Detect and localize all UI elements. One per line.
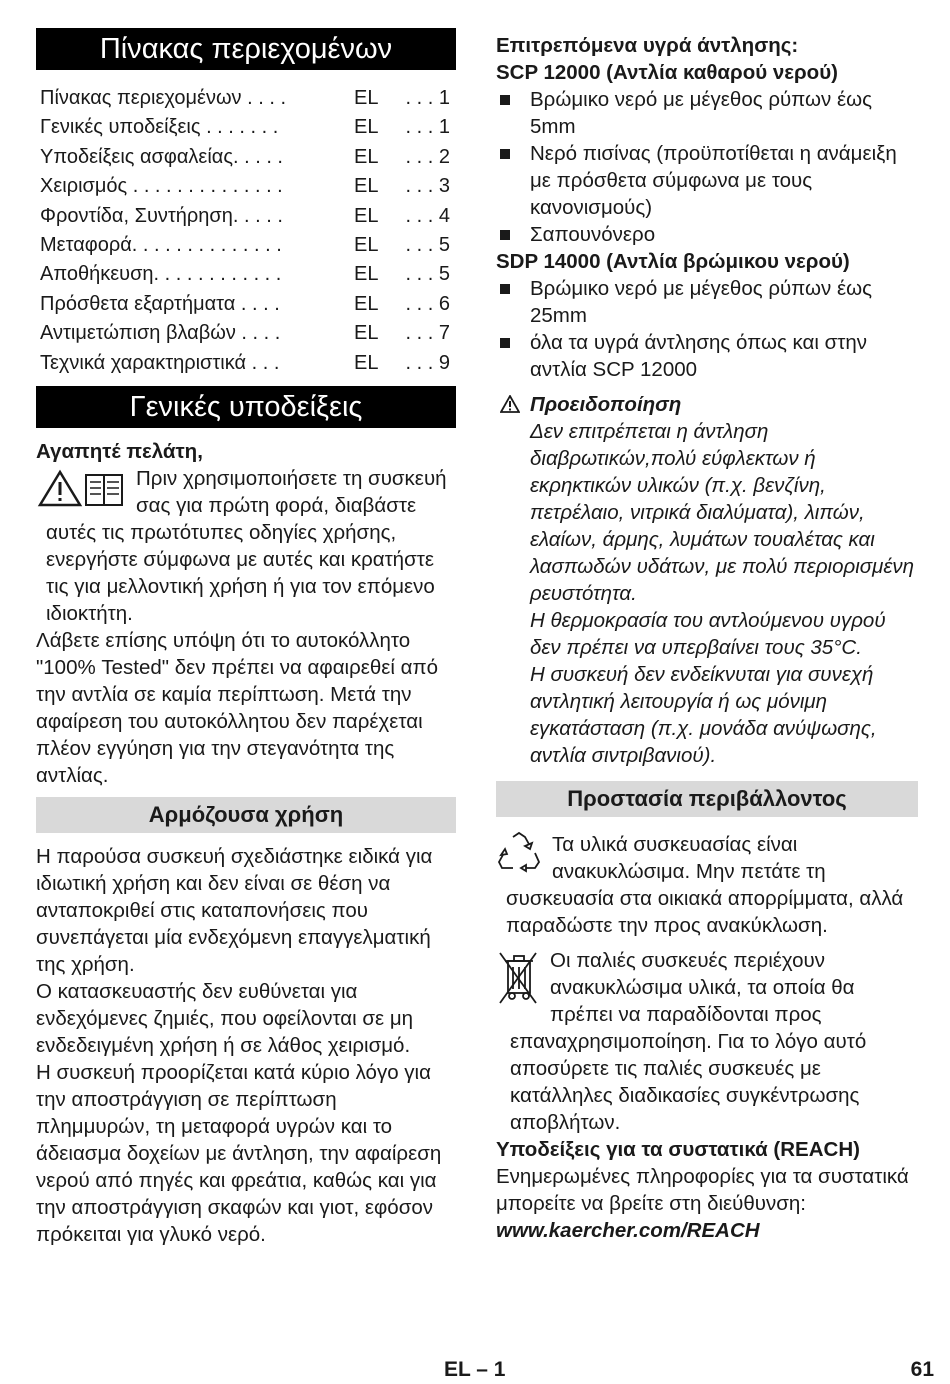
toc-item[interactable] — [36, 260, 456, 289]
reach-link[interactable]: www.kaercher.com/REACH — [496, 1219, 760, 1242]
toc-item-page: . . . 3 — [405, 175, 450, 198]
bullet-text: Σαπουνόνερο — [530, 223, 656, 246]
bullet-square-icon — [500, 284, 510, 294]
bullet-text: Βρώμικο νερό με μέγεθος ρύπων έως 5mm — [530, 88, 873, 138]
proper-use-p1: Η παρούσα συσκευή σχεδιάστηκε ειδικά για ιδιωτική χρήση και δεν είναι σε θέση να ανταποκριθεί στις καταπονήσεις που συνεπάγεται μία ενδεχόμενη επαγγελματική της χρήση. — [36, 844, 433, 976]
toc-item-page: . . . 7 — [405, 322, 450, 345]
proper-use-p3: Η συσκευή προορίζεται κατά κύριο λόγο για την αποστράγγιση σε περίπτωση πλημμυρών, τη μεταφορά υγρών και το άδειασμα δοχείων με άντληση, την αφαίρεση νερού από πηγές και φρεάτια, καθώς και για την αποστράγγιση σκαφών και γιοτ, εφόσον πρόκειται για γλυκό νερό. — [36, 1060, 442, 1246]
bullet-item — [496, 140, 918, 221]
toc-item-lang: EL — [354, 116, 379, 139]
bullet-text: Νερό πισίνας (προϋποτίθεται η ανάμειξη με πρόσθετα σύμφωνα με τους κανονισμούς) — [530, 142, 897, 219]
toc-item-label: Φροντίδα, Συντήρηση. . . . . — [40, 204, 283, 227]
toc-item-label: Χειρισμός . . . . . . . . . . . . . . — [40, 175, 283, 198]
reach-text: Ενημερωμένες πληροφορίες για τα συστατικά μπορείτε να βρείτε στη διεύθυνση: — [496, 1165, 909, 1215]
intro-text: Πριν χρησιμοποιήσετε τη συσκευή σας για πρώτη φορά, διαβάστε αυτές τις πρωτότυπες οδηγίες χρήσης, ενεργήστε σύμφωνα με αυτές και κρατήστε τις για μελλοντική χρήση ή για τον επόμενο ιδιοκτήτη. — [46, 466, 447, 625]
toc-item-lang: EL — [354, 145, 379, 168]
warning-temp: Η θερμοκρασία του αντλούμενου υγρού δεν πρέπει να υπερβαίνει τους 35°C. — [530, 609, 886, 659]
bullet-square-icon — [500, 338, 510, 348]
bullet-square-icon — [500, 230, 510, 240]
toc-item[interactable] — [36, 231, 456, 260]
crossed-bin-icon — [496, 949, 540, 1007]
bullet-item — [496, 86, 918, 140]
bullet-square-icon — [500, 95, 510, 105]
bullet-text: Βρώμικο νερό με μέγεθος ρύπων έως 25mm — [530, 277, 873, 327]
sticker-text: Λάβετε επίσης υπόψη ότι το αυτοκόλλητο "100% Tested" δεν πρέπει να αφαιρεθεί από την αντλία σε καμία περίπτωση. Μετά την αφαίρεση του αυτοκόλλητου δεν παρέχεται πλέον εγγύηση για την στεγανότητα της αντλίας. — [36, 628, 439, 787]
toc-item-label: Πρόσθετα εξαρτήματα . . . . — [40, 292, 280, 315]
toc-item-page: . . . 4 — [405, 204, 450, 227]
toc-item-page: . . . 6 — [405, 292, 450, 315]
greeting: Αγαπητέ πελάτη, — [36, 439, 203, 463]
right-column — [496, 32, 918, 1244]
sdp-list — [496, 275, 918, 383]
proper-use-heading: Αρμόζουσα χρήση — [36, 797, 456, 833]
toc-item[interactable] — [36, 84, 456, 113]
toc-item-page: . . . 5 — [405, 233, 450, 256]
toc-item-page: . . . 1 — [405, 116, 450, 139]
warning-triangle-icon — [36, 469, 126, 509]
toc-item-page: . . . 2 — [405, 145, 450, 168]
left-column — [36, 28, 456, 1248]
warning-title: Προειδοποίηση — [530, 393, 682, 416]
toc-item-label: Γενικές υποδείξεις . . . . . . . — [40, 116, 279, 139]
warning-title-row — [496, 391, 918, 418]
toc-item-label: Τεχνικά χαρακτηριστικά . . . — [40, 351, 280, 374]
liquids-heading: Επιτρεπόμενα υγρά άντλησης: — [496, 34, 799, 57]
packaging-block — [496, 831, 918, 939]
toc-item-lang: EL — [354, 87, 379, 109]
toc-item-lang: EL — [354, 204, 379, 227]
warning-continuous: Η συσκευή δεν ενδείκνυται για συνεχή αντλητική λειτουργία ή ως μόνιμη εγκατάσταση (π.χ. μονάδα ανύψωσης, αντλία σιντριβανιού). — [530, 663, 877, 767]
toc-item-lang: EL — [354, 351, 379, 374]
toc-item-label: Αντιμετώπιση βλαβών . . . . — [40, 322, 281, 345]
bullet-item — [496, 275, 918, 329]
toc-item-label: Υποδείξεις ασφαλείας. . . . . — [40, 145, 283, 168]
toc-item-lang: EL — [354, 233, 379, 256]
packaging-text: Τα υλικά συσκευασίας είναι ανακυκλώσιμα. Μην πετάτε τη συσκευασία στα οικιακά απορρίμματα, αλλά παραδώστε την προς ανακύκλωση. — [506, 833, 904, 937]
sdp-title: SDP 14000 (Αντλία βρώμικου νερού) — [496, 250, 850, 273]
toc-item-page: . . . 9 — [405, 351, 450, 374]
toc-item-label: Αποθήκευση. . . . . . . . . . . . — [40, 263, 282, 286]
reach-title: Υποδείξεις για τα συστατικά (REACH) — [496, 1138, 860, 1161]
recycle-icon — [496, 831, 542, 873]
toc-item-label: Πίνακας περιεχομένων . . . . — [40, 87, 287, 109]
toc-item[interactable] — [36, 319, 456, 348]
devices-text: Οι παλιές συσκευές περιέχουν ανακυκλώσιμα υλικά, τα οποία θα πρέπει να παραδίδονται προς επαναχρησιμοποίηση. Για το λόγο αυτό αποσύρετε τις παλιές συσκευές με κατάλληλες διαδικασίες συγκέντρωσης αποβλήτων. — [510, 949, 867, 1134]
warning-small-icon — [500, 395, 520, 413]
scp-list — [496, 86, 918, 248]
manual-icons — [36, 469, 126, 516]
toc-item[interactable] — [36, 113, 456, 142]
manual-book-icon — [86, 475, 122, 505]
toc-item-lang: EL — [354, 263, 379, 286]
toc-item[interactable] — [36, 143, 456, 172]
warning-text: Δεν επιτρέπεται η άντληση διαβρωτικών,πολύ εύφλεκτων ή εκρηκτικών υλικών (π.χ. βενζίνη, πετρέλαιο, νιτρικά διαλύματα), λιπών, ελαίων, άρμης, λυμάτων τουαλέτας και λασπωδών υδάτων, με πολύ περιορισμένη ρευστότητα. — [530, 420, 915, 605]
toc-item[interactable] — [36, 349, 456, 378]
toc-list — [36, 84, 456, 378]
toc-item-lang: EL — [354, 175, 379, 198]
intro-block — [36, 465, 456, 627]
devices-block — [496, 947, 918, 1136]
scp-title: SCP 12000 (Αντλία καθαρού νερού) — [496, 61, 838, 84]
footer-lang-page: EL – 1 — [444, 1358, 506, 1381]
toc-item[interactable] — [36, 202, 456, 231]
toc-item-lang: EL — [354, 292, 379, 315]
toc-item-label: Μεταφορά. . . . . . . . . . . . . . — [40, 233, 282, 256]
proper-use-p2: Ο κατασκευαστής δεν ευθύνεται για ενδεχόμενες ζημιές, που οφείλονται σε μη ενδεδειγμένη χρήση ή σε λάθος χειρισμό. — [36, 979, 414, 1057]
toc-item[interactable] — [36, 290, 456, 319]
toc-item-page: . . . 1 — [405, 87, 450, 109]
toc-item-page: . . . 5 — [405, 263, 450, 286]
toc-heading: Πίνακας περιεχομένων — [36, 28, 456, 70]
footer-page-number: 61 — [910, 1358, 934, 1381]
general-heading: Γενικές υποδείξεις — [36, 386, 456, 428]
bullet-item — [496, 329, 918, 383]
bullet-square-icon — [500, 149, 510, 159]
environment-heading: Προστασία περιβάλλοντος — [496, 781, 918, 817]
bullet-item — [496, 221, 918, 248]
toc-item-lang: EL — [354, 322, 379, 345]
bullet-text: όλα τα υγρά άντλησης όπως και στην αντλία SCP 12000 — [530, 331, 868, 381]
toc-item[interactable] — [36, 172, 456, 201]
